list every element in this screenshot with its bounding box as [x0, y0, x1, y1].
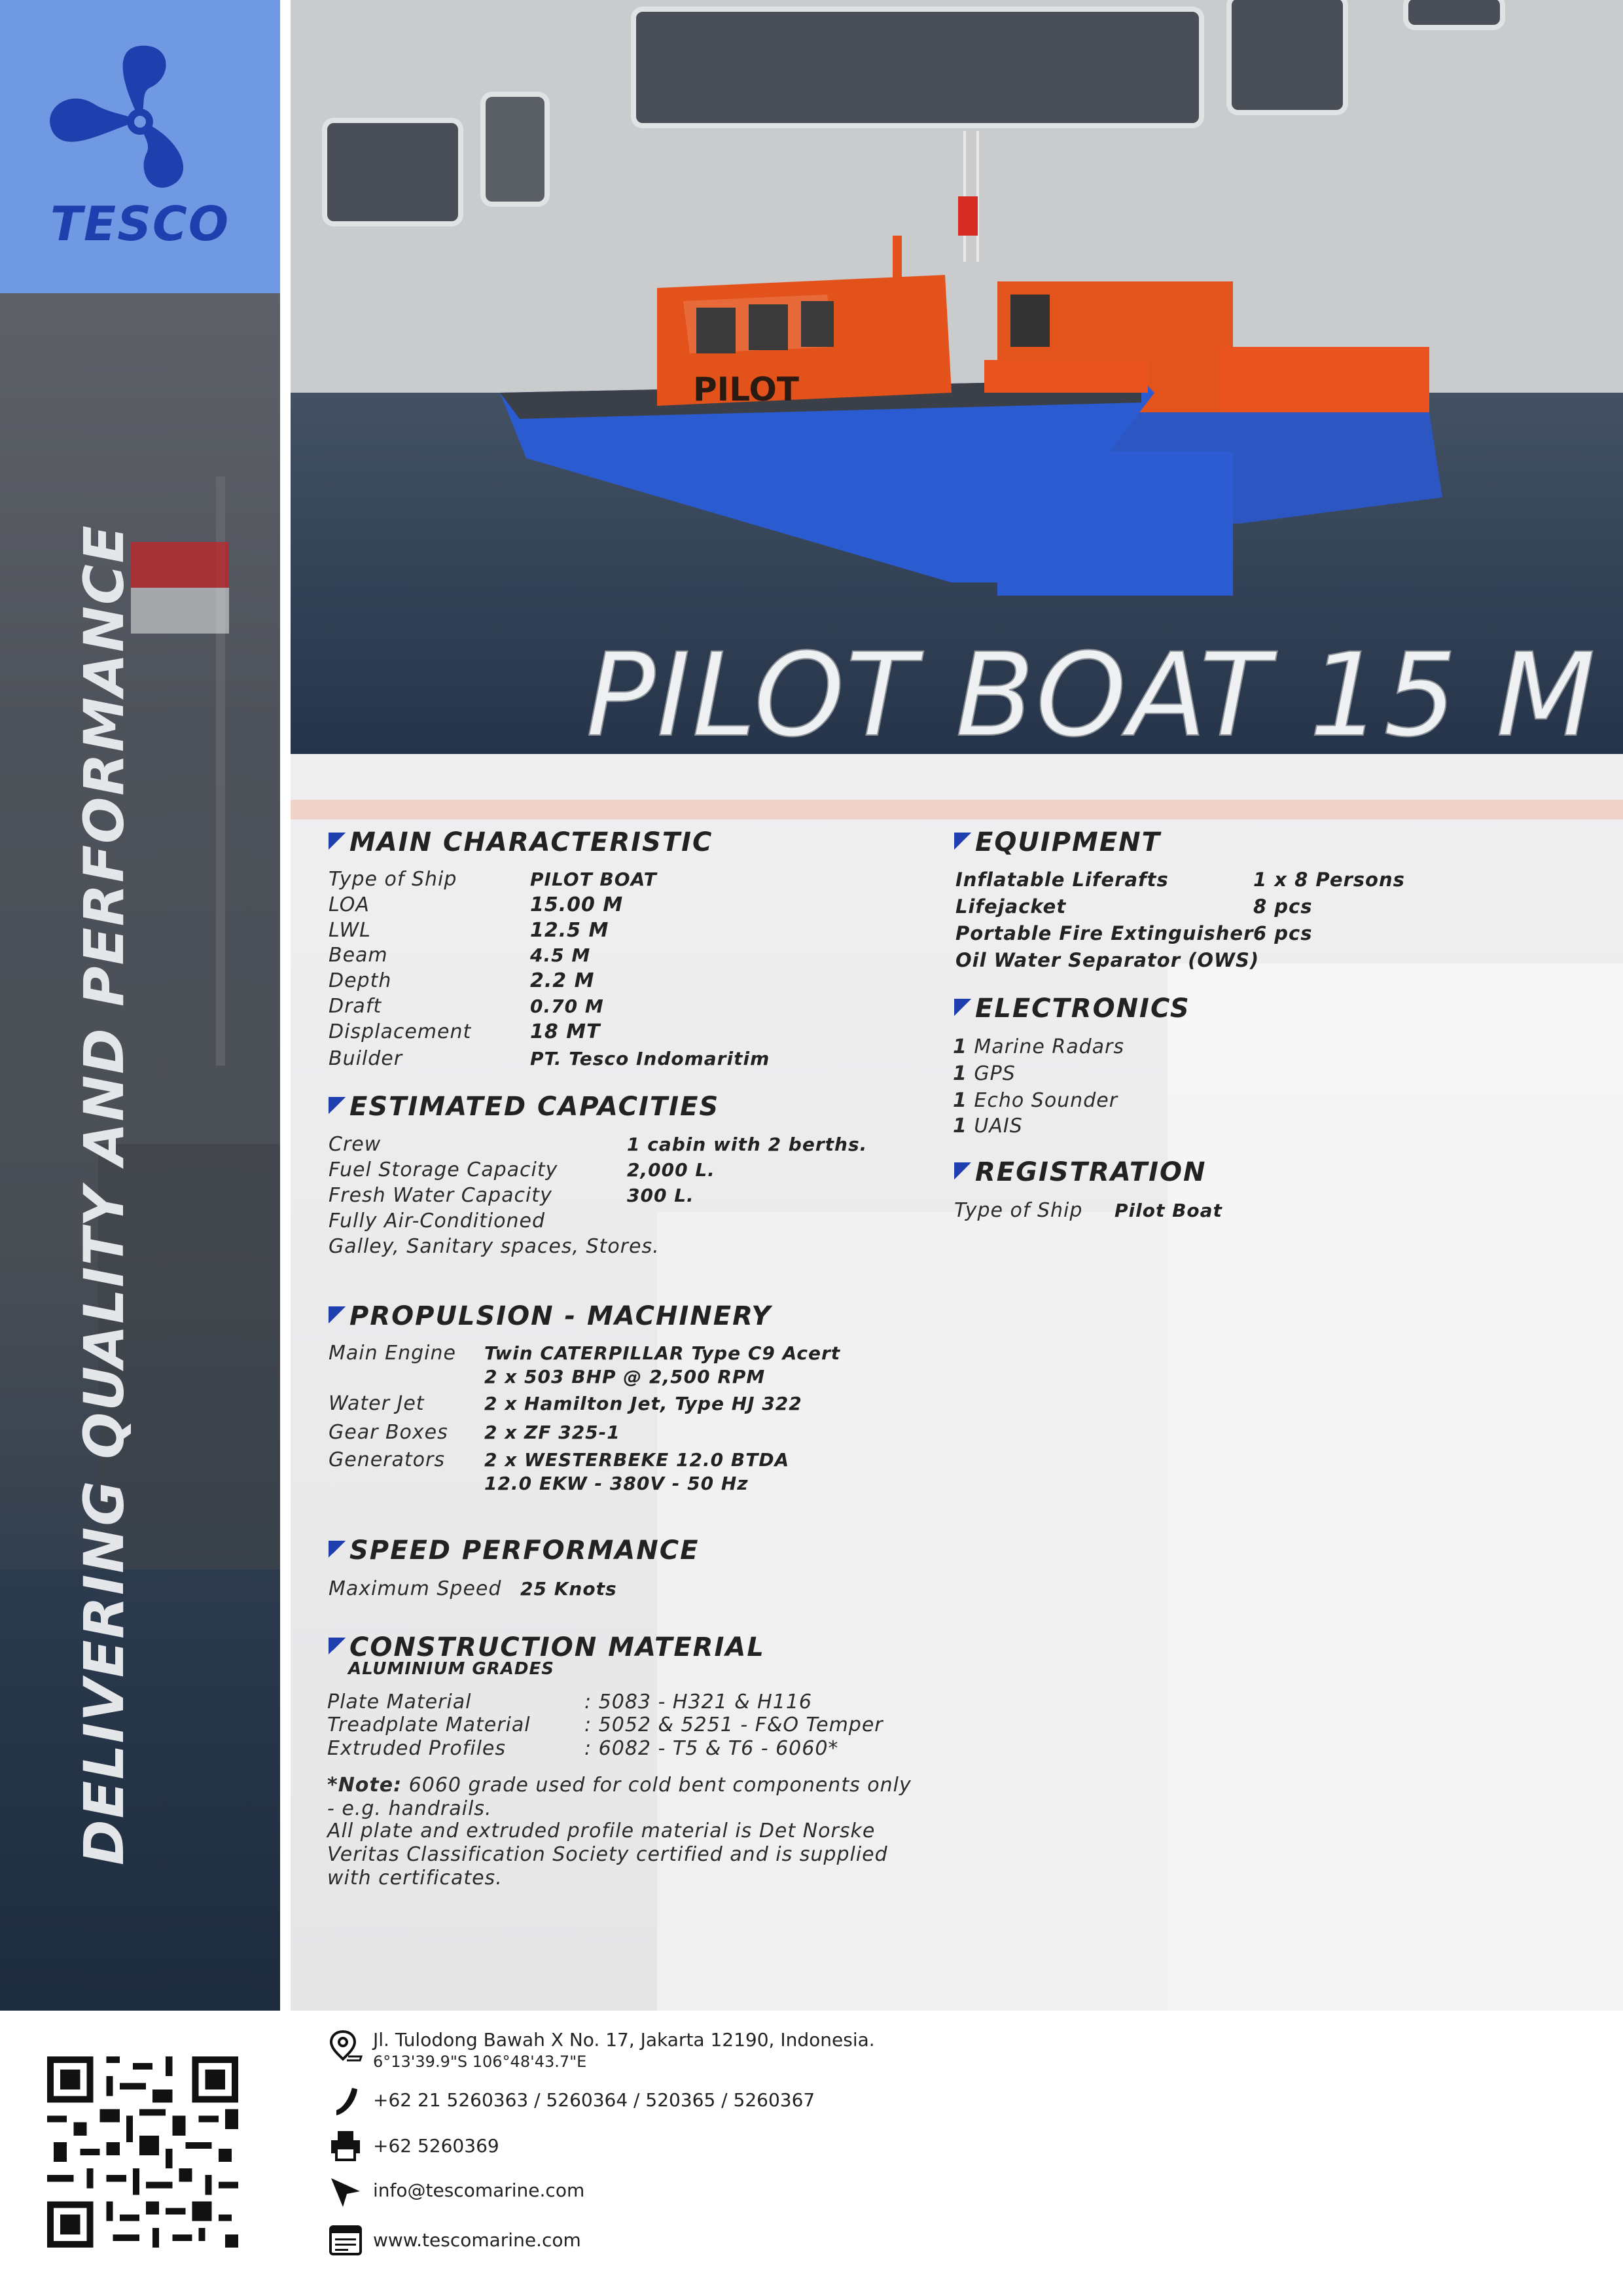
qr-code[interactable]	[47, 2056, 238, 2248]
email-link[interactable]: info@tescomarine.com	[373, 2179, 585, 2201]
spec-value: 300 L.	[627, 1185, 694, 1206]
equipment-item: Oil Water Separator (OWS)	[955, 949, 1260, 971]
spec-line: Fully Air-Conditioned	[329, 1210, 546, 1232]
construction-note: *Note: 6060 grade used for cold bent components only - e.g. handrails.	[327, 1774, 912, 1820]
equipment-item: Inflatable Liferafts	[955, 869, 1169, 891]
equipment-qty: 8 pcs	[1253, 895, 1313, 918]
spec-value: PT. Tesco Indomaritim	[530, 1048, 770, 1069]
equipment-item: Portable Fire Extinguisher	[955, 922, 1254, 944]
section-electronics: ELECTRONICS	[954, 994, 1190, 1024]
equipment-qty: 1 x 8 Persons	[1253, 869, 1405, 891]
section-marker-icon	[329, 1306, 346, 1323]
spec-value: 2,000 L.	[627, 1159, 715, 1181]
section-main-characteristic: MAIN CHARACTERISTIC	[329, 827, 713, 857]
spec-row: Fuel Storage Capacity	[329, 1158, 558, 1181]
background-beam	[291, 800, 1623, 819]
spec-value: 12.5 M	[530, 919, 609, 942]
spec-row: Beam	[329, 944, 388, 967]
spec-value: 25 Knots	[520, 1578, 617, 1600]
spec-value: Pilot Boat	[1115, 1200, 1222, 1221]
spec-row: Depth	[329, 969, 392, 992]
spec-value: 0.70 M	[530, 996, 604, 1017]
product-title: PILOT BOAT 15 M	[586, 628, 1597, 754]
material-value: : 5083 - H321 & H116	[584, 1691, 812, 1713]
side-photo-panel	[0, 293, 280, 2011]
logo-panel	[0, 0, 280, 293]
section-marker-icon	[954, 833, 971, 850]
coordinates-text: 6°13'39.9"S 106°48'43.7"E	[373, 2053, 587, 2071]
electronics-item: 1 UAIS	[953, 1115, 1023, 1138]
electronics-item: 1 GPS	[953, 1062, 1016, 1085]
section-marker-icon	[329, 1097, 346, 1114]
equipment-item: Lifejacket	[955, 895, 1067, 918]
certification-note: All plate and extruded profile material is Det Norske Veritas Classification Society certified and is supplied with certificates.	[327, 1820, 888, 1890]
section-construction-material: CONSTRUCTION MATERIAL	[329, 1632, 765, 1662]
material-label: Extruded Profiles	[327, 1737, 506, 1760]
spec-row: Draft	[329, 995, 382, 1018]
phone-text[interactable]: +62 21 5260363 / 5260364 / 520365 / 5260367	[373, 2089, 815, 2111]
spec-row: LOA	[329, 893, 370, 916]
spec-value: 2 x 503 BHP @ 2,500 RPM	[484, 1366, 766, 1388]
material-value: : 5052 & 5251 - F&O Temper	[584, 1713, 883, 1736]
spec-row: Crew	[329, 1133, 382, 1156]
section-marker-icon	[329, 833, 346, 850]
spec-row: Displacement	[329, 1020, 472, 1043]
hero-photo	[291, 0, 1623, 754]
brand-name: TESCO	[50, 196, 230, 251]
spec-value: 2 x ZF 325-1	[484, 1422, 620, 1443]
section-marker-icon	[329, 1638, 346, 1655]
spec-value: 1 cabin with 2 berths.	[627, 1134, 868, 1155]
boat-pilot-label: PILOT	[693, 370, 799, 408]
tagline: DELIVERING QUALITY AND PERFORMANCE	[72, 524, 136, 1865]
fax-printer-icon	[329, 2128, 364, 2164]
spec-row: Generators	[329, 1448, 445, 1471]
browser-window-icon	[329, 2223, 364, 2258]
section-marker-icon	[954, 1162, 971, 1179]
spec-row: Gear Boxes	[329, 1421, 448, 1444]
section-propulsion: PROPULSION - MACHINERY	[329, 1301, 772, 1331]
side-water	[0, 1570, 280, 2011]
location-pin-icon	[329, 2028, 364, 2063]
equipment-qty: 6 pcs	[1253, 922, 1313, 944]
send-arrow-icon	[329, 2174, 364, 2210]
material-label: Treadplate Material	[327, 1713, 531, 1736]
phone-icon	[329, 2083, 364, 2118]
section-marker-icon	[954, 999, 971, 1016]
spec-value: 4.5 M	[530, 944, 591, 966]
spec-line: Galley, Sanitary spaces, Stores.	[329, 1235, 660, 1258]
spec-row: Main Engine	[329, 1342, 456, 1365]
spec-value: 2 x Hamilton Jet, Type HJ 322	[484, 1393, 802, 1414]
material-value: : 6082 - T5 & T6 - 6060*	[584, 1737, 839, 1760]
side-flag-white	[131, 588, 229, 634]
spec-value: 12.0 EKW - 380V - 50 Hz	[484, 1473, 749, 1494]
spec-row: LWL	[329, 919, 371, 942]
spec-value: 18 MT	[530, 1020, 601, 1043]
spec-row: Builder	[329, 1047, 403, 1070]
section-estimated-capacities: ESTIMATED CAPACITIES	[329, 1092, 719, 1122]
spec-value: Twin CATERPILLAR Type C9 Acert	[484, 1342, 841, 1364]
material-label: Plate Material	[327, 1691, 472, 1713]
spec-row: Type of Ship	[954, 1199, 1083, 1222]
section-equipment: EQUIPMENT	[954, 827, 1161, 857]
section-registration: REGISTRATION	[954, 1157, 1207, 1187]
section-marker-icon	[329, 1541, 346, 1558]
spec-value: 15.00 M	[530, 893, 624, 916]
spec-row: Water Jet	[329, 1392, 425, 1415]
tesco-propeller-logo	[42, 42, 238, 206]
fax-text[interactable]: +62 5260369	[373, 2135, 499, 2157]
spec-row: Type of Ship	[329, 868, 457, 891]
spec-row: Fresh Water Capacity	[329, 1184, 552, 1207]
spec-row: Maximum Speed	[329, 1577, 502, 1600]
website-link[interactable]: www.tescomarine.com	[373, 2229, 581, 2251]
spec-value: 2 x WESTERBEKE 12.0 BTDA	[484, 1449, 790, 1471]
spec-value: 2.2 M	[530, 969, 595, 992]
section-speed-performance: SPEED PERFORMANCE	[329, 1535, 699, 1566]
spec-value: PILOT BOAT	[530, 869, 657, 890]
electronics-item: 1 Marine Radars	[953, 1035, 1124, 1058]
background-hull	[657, 1212, 1194, 2011]
address-text: Jl. Tulodong Bawah X No. 17, Jakarta 12190, Indonesia.	[373, 2029, 875, 2051]
background-boat	[1168, 963, 1623, 2011]
electronics-item: 1 Echo Sounder	[953, 1089, 1118, 1112]
aluminium-grades-subtitle: ALUMINIUM GRADES	[348, 1659, 554, 1679]
side-flag	[131, 542, 229, 588]
